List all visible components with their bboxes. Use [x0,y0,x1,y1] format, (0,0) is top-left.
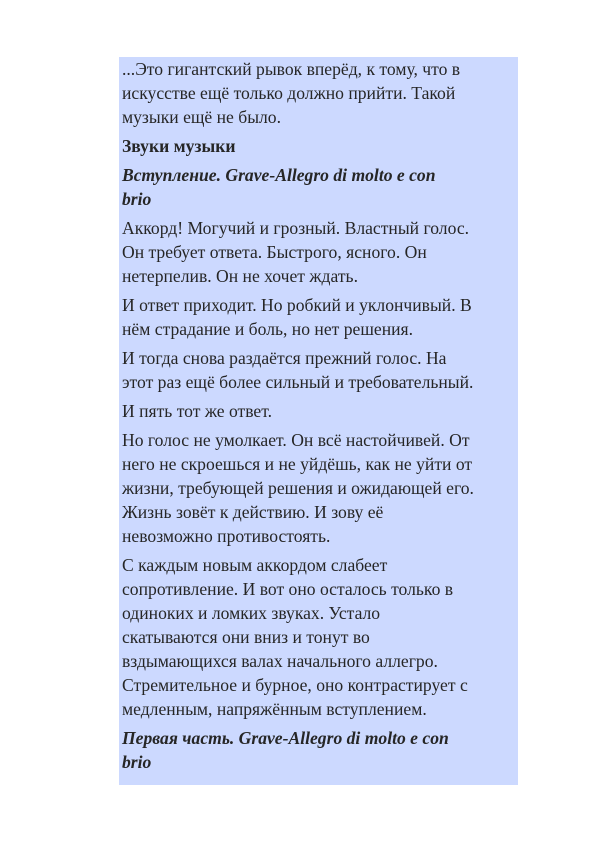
text-line: медленным, напряжённым вступлением. [122,699,427,719]
intro-heading [122,163,518,211]
intro-paragraph [122,57,518,129]
text-line: скатываются они вниз и тонут во [122,627,370,647]
text-line: него не скроешься и не уйдёшь, как не уйти от [122,454,473,474]
text-line: И пять тот же ответ. [122,401,272,421]
text-line: вздымающихся валах начального аллегро. [122,651,438,671]
paragraph [122,346,518,394]
highlighted-text-block [119,57,518,785]
text-line: Стремительное и бурное, оно контрастирует с [122,675,468,695]
text-line: Аккорд! Могучий и грозный. Властный голос. [122,218,470,238]
text-line: С каждым новым аккордом слабеет [122,555,388,575]
text-line: этот раз ещё более сильный и требовательный. [122,372,474,392]
paragraph [122,428,518,548]
text-line: И тогда снова раздаётся прежний голос. На [122,348,447,368]
text-line: невозможно противостоять. [122,526,331,546]
part-heading [122,726,518,774]
section-title [122,134,518,158]
text-line: нетерпелив. Он не хочет ждать. [122,266,358,286]
text-line: Он требует ответа. Быстрого, ясного. Он [122,242,427,262]
text-line: И ответ приходит. Но робкий и уклончивый. В [122,295,472,315]
text-line: музыки ещё не было. [122,107,281,127]
heading-line: Первая часть. Grave-Allegro di molto e con [122,728,449,748]
heading-line: brio [122,189,152,209]
paragraph [122,399,518,423]
paragraph [122,216,518,288]
section-title-text: Звуки музыки [122,136,236,156]
heading-line: Вступление. Grave-Allegro di molto e con [122,165,436,185]
paragraph [122,293,518,341]
text-line: сопротивление. И вот оно осталось только в [122,579,454,599]
text-line: жизни, требующей решения и ожидающей его. [122,478,474,498]
text-line: нём страдание и боль, но нет решения. [122,319,414,339]
text-line: Жизнь зовёт к действию. И зову её [122,502,384,522]
heading-line: brio [122,752,152,772]
text-line: ...Это гигантский рывок вперёд, к тому, что в [122,59,461,79]
paragraph [122,553,518,721]
text-line: Но голос не умолкает. Он всё настойчивей. От [122,430,470,450]
text-line: искусстве ещё только должно прийти. Такой [122,83,456,103]
text-line: одиноких и ломких звуках. Устало [122,603,381,623]
